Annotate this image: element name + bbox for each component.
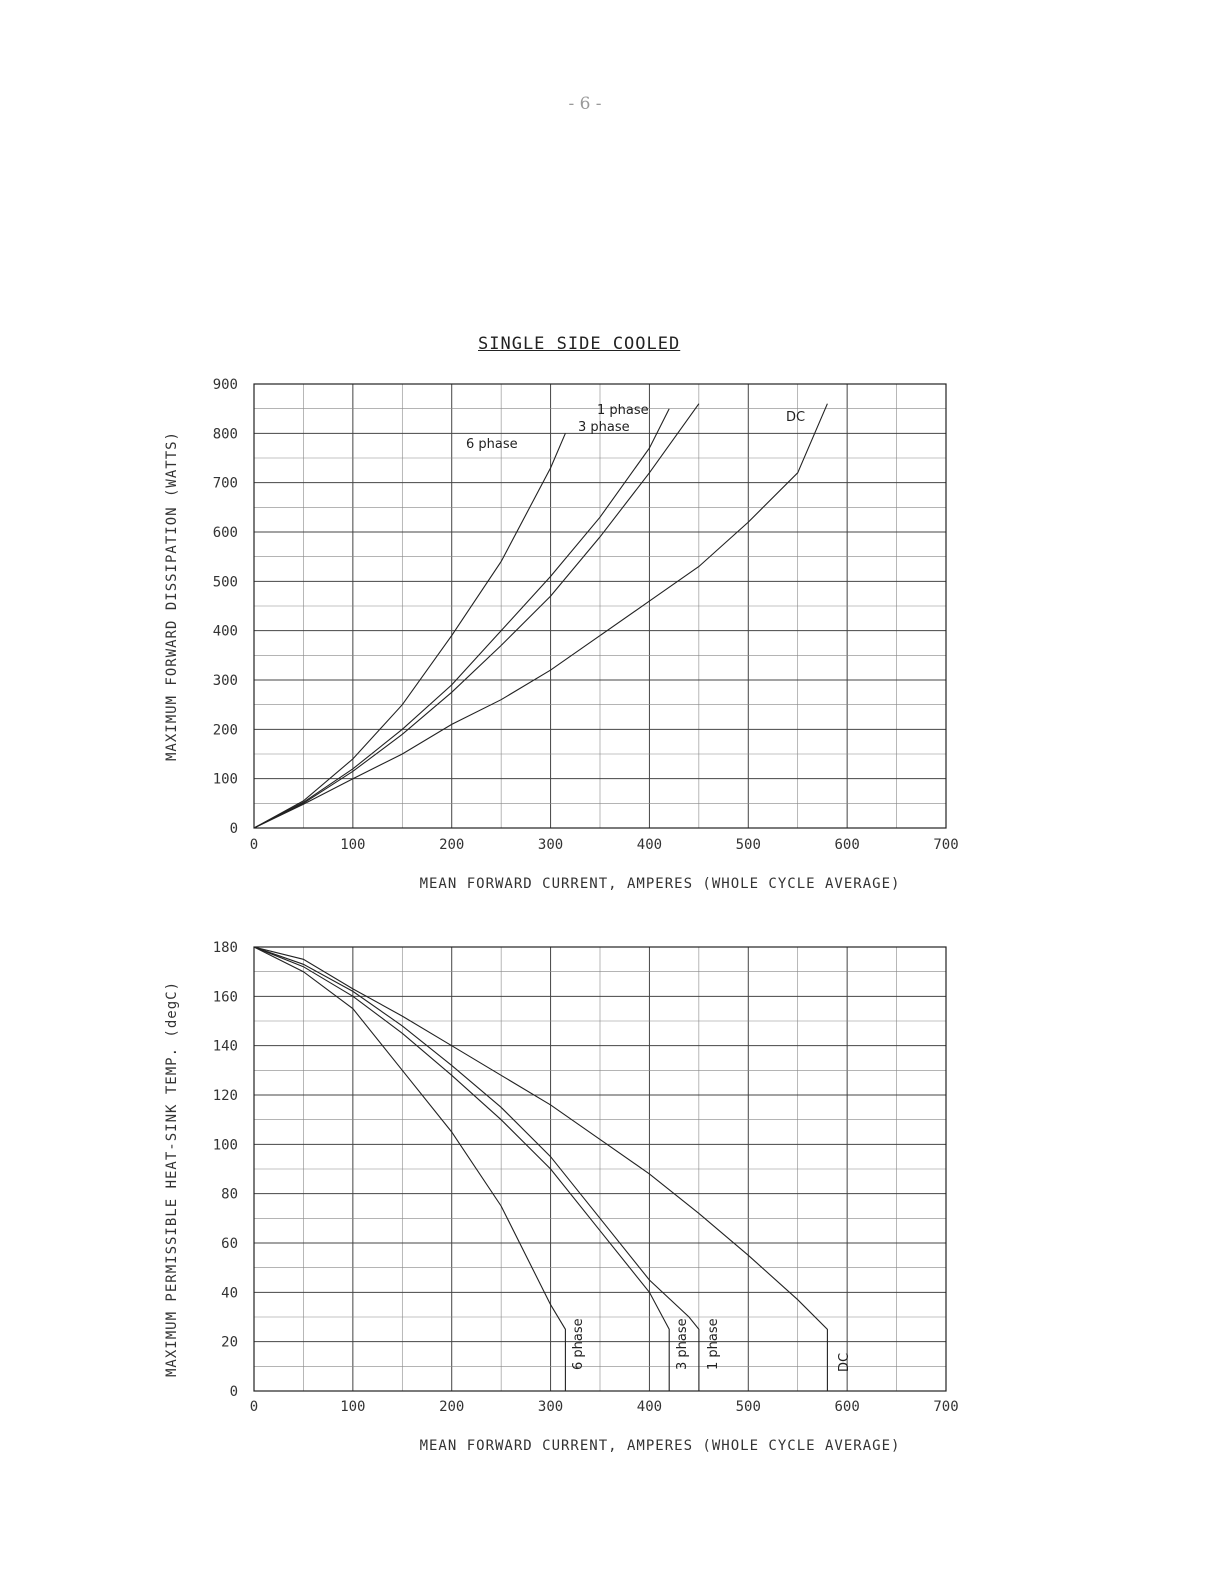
x-tick-label: 400	[636, 1399, 663, 1415]
y-tick-label: 0	[229, 821, 238, 837]
x-tick-label: 0	[249, 1399, 259, 1415]
series-line-dc	[254, 404, 827, 828]
x-axis-label: MEAN FORWARD CURRENT, AMPERES (WHOLE CYCLE AVERAGE)	[419, 876, 901, 892]
y-tick-label: 180	[212, 940, 238, 956]
series-label-6-phase: 6 phase	[571, 1318, 586, 1370]
y-tick-label: 400	[212, 623, 238, 640]
series-line-3-phase	[254, 409, 669, 828]
chart-2	[164, 940, 959, 1454]
x-axis-label: MEAN FORWARD CURRENT, AMPERES (WHOLE CYCLE AVERAGE)	[419, 1438, 901, 1454]
y-axis-label: MAXIMUM FORWARD DISSIPATION (WATTS)	[164, 430, 180, 762]
y-tick-label: 0	[229, 1384, 238, 1400]
x-tick-label: 600	[834, 1399, 860, 1415]
page-number: - 6 -	[568, 94, 602, 114]
x-tick-label: 0	[249, 837, 259, 853]
y-tick-label: 500	[212, 574, 238, 591]
series-label-3-phase: 3 phase	[578, 420, 630, 435]
y-tick-label: 40	[221, 1285, 238, 1302]
y-tick-label: 200	[212, 722, 238, 739]
chart-1	[164, 377, 959, 892]
y-tick-label: 300	[212, 673, 238, 689]
series-line-1-phase	[254, 404, 699, 828]
y-tick-label: 20	[221, 1334, 238, 1351]
y-axis-label: MAXIMUM PERMISSIBLE HEAT-SINK TEMP. (degC)	[164, 980, 180, 1378]
y-tick-label: 120	[212, 1088, 238, 1104]
y-tick-label: 60	[221, 1236, 238, 1252]
y-tick-label: 600	[212, 525, 238, 541]
series-label-3-phase: 3 phase	[675, 1318, 690, 1370]
x-tick-label: 100	[340, 1399, 366, 1415]
x-tick-label: 700	[933, 837, 959, 853]
chart-title: SINGLE SIDE COOLED	[478, 334, 681, 354]
y-tick-label: 80	[221, 1186, 238, 1203]
y-tick-label: 100	[212, 1137, 238, 1154]
x-tick-label: 500	[735, 837, 761, 853]
y-tick-label: 100	[212, 771, 238, 788]
series-label-dc: DC	[786, 410, 806, 425]
x-tick-label: 300	[537, 837, 564, 853]
x-tick-label: 600	[834, 837, 860, 853]
x-tick-label: 500	[735, 1399, 761, 1415]
series-label-dc: DC	[837, 1352, 852, 1372]
y-tick-label: 140	[212, 1038, 238, 1055]
y-tick-label: 800	[212, 426, 238, 443]
x-tick-label: 200	[439, 1399, 465, 1415]
series-label-1-phase: 1 phase	[706, 1318, 721, 1370]
y-tick-label: 900	[212, 377, 238, 393]
y-tick-label: 700	[212, 475, 238, 492]
x-tick-label: 200	[439, 837, 465, 853]
x-tick-label: 700	[933, 1399, 959, 1415]
series-label-6-phase: 6 phase	[466, 437, 518, 452]
x-tick-label: 300	[537, 1399, 564, 1415]
x-tick-label: 400	[636, 837, 663, 853]
x-tick-label: 100	[340, 837, 366, 853]
y-tick-label: 160	[212, 989, 238, 1006]
series-label-1-phase: 1 phase	[597, 403, 649, 418]
